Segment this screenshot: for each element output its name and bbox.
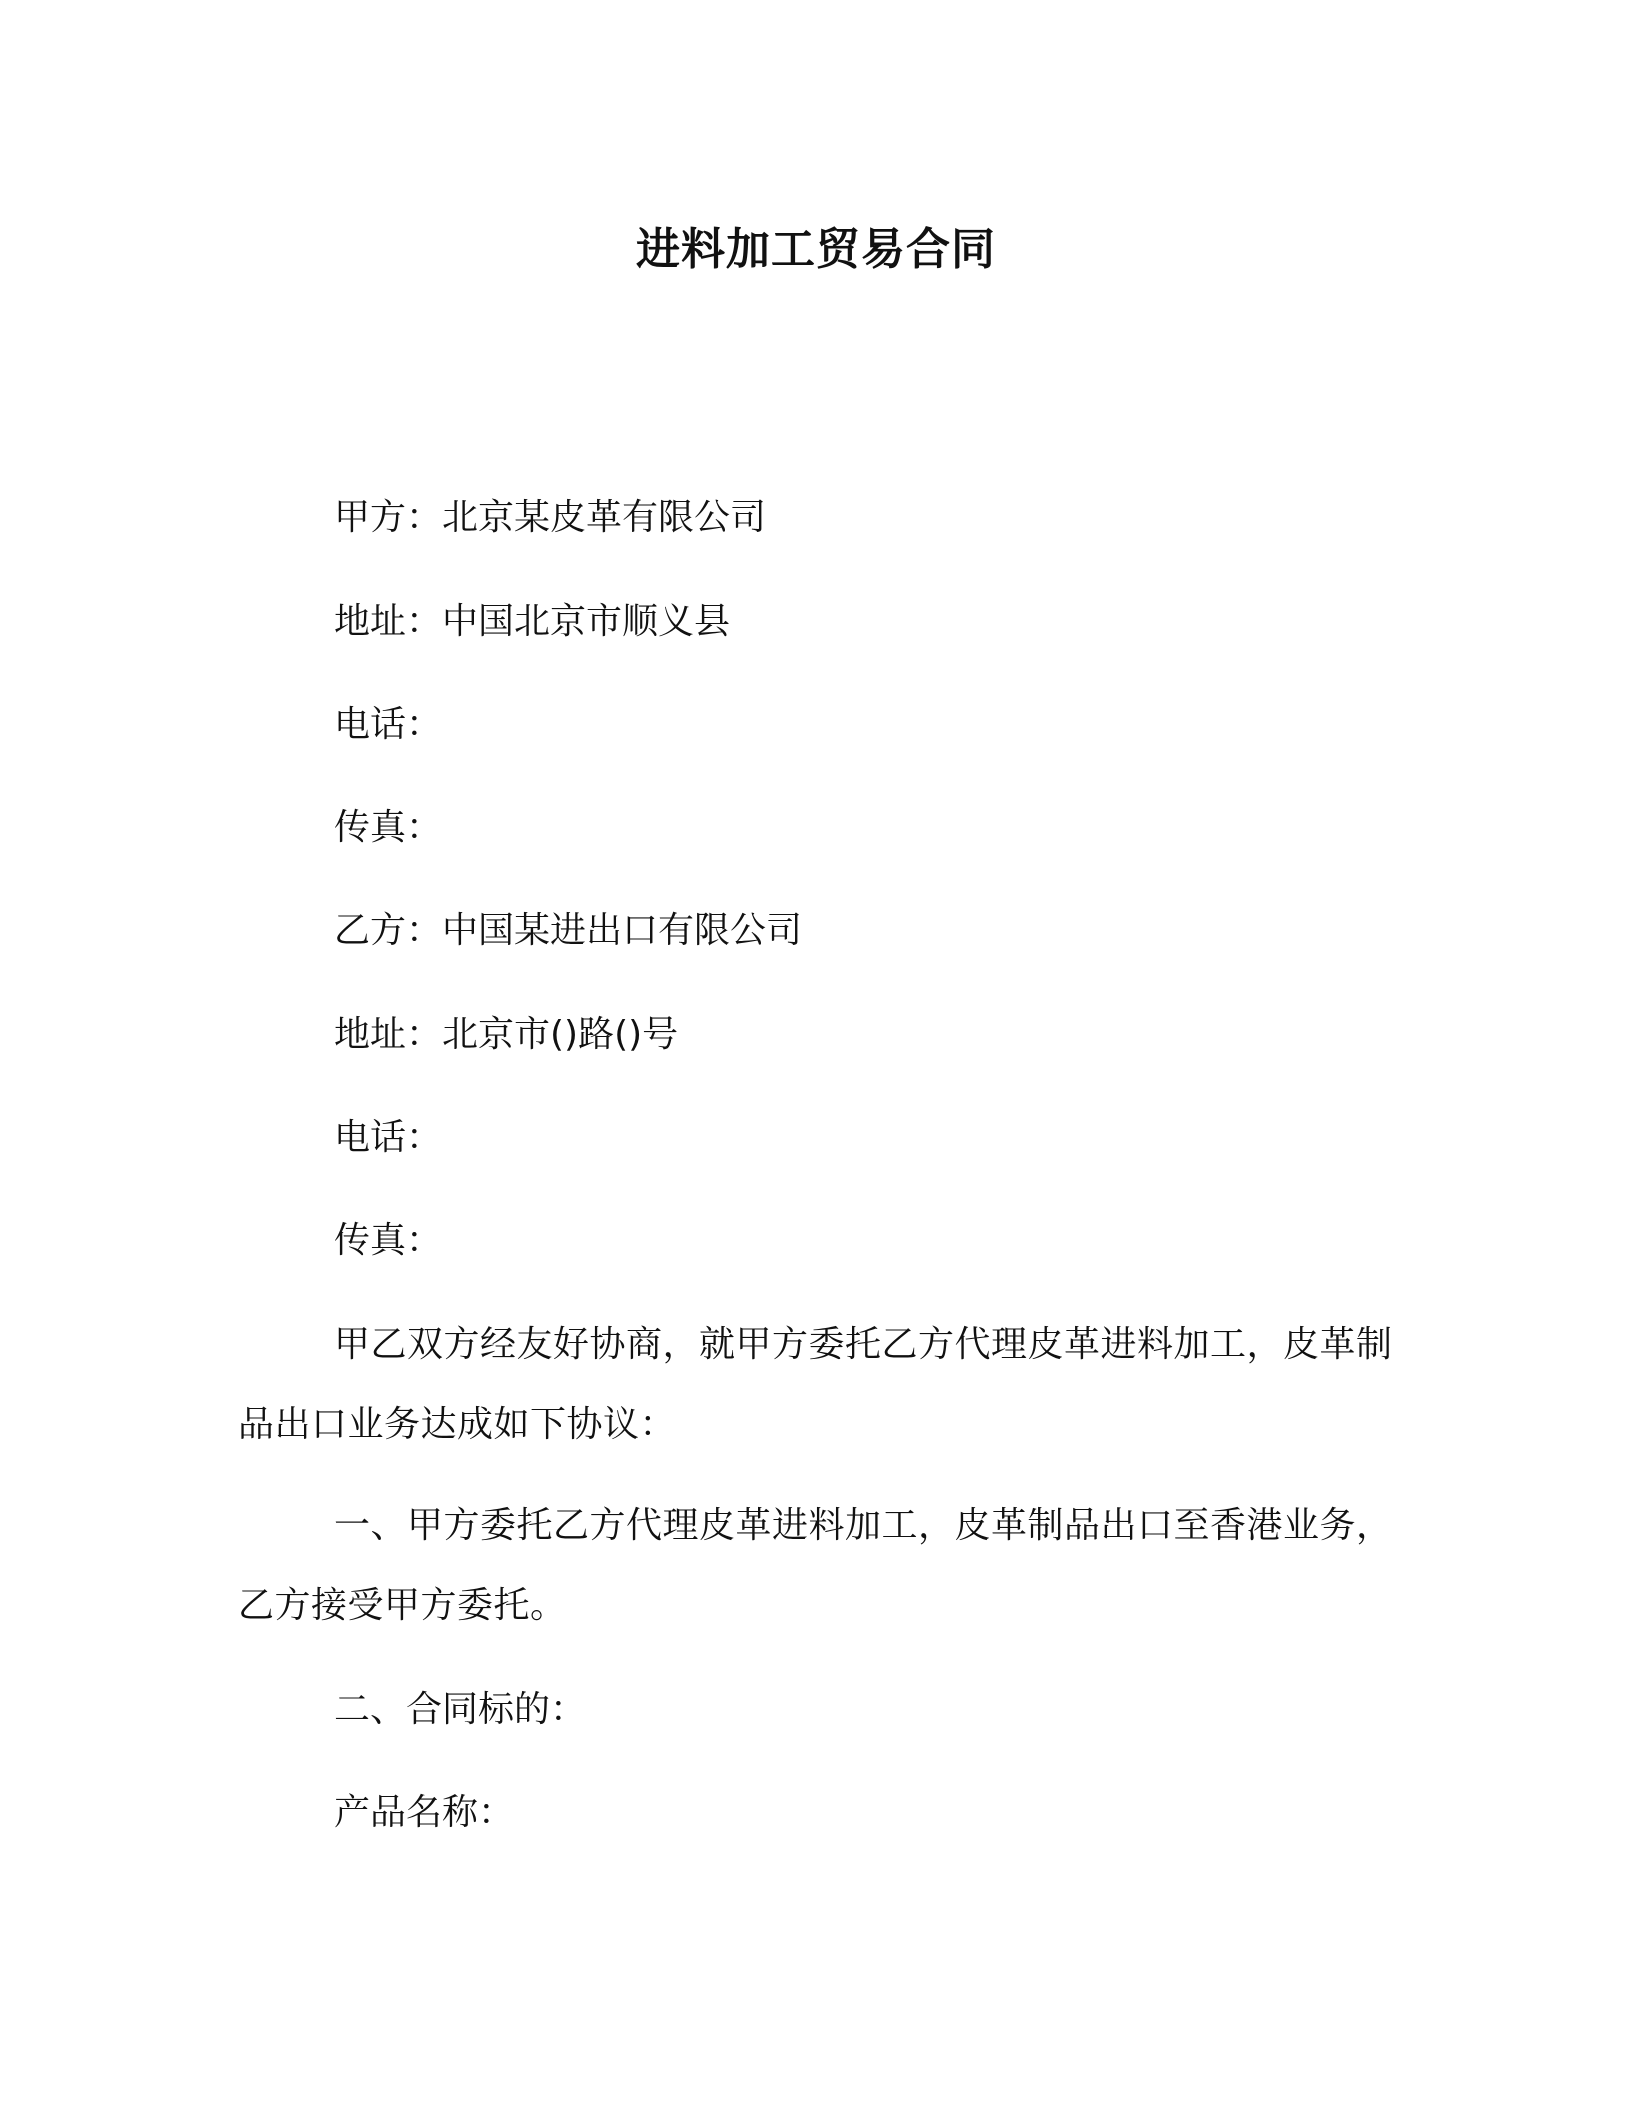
- document-title: 进料加工贸易合同: [636, 224, 996, 275]
- preamble-paragraph: 甲乙双方经友好协商，就甲方委托乙方代理皮革进料加工，皮革制品出口业务达成如下协议：: [238, 1324, 1393, 1445]
- clause-2-heading: 二、合同标的：: [334, 1689, 587, 1730]
- party-b-address: 地址：北京市()路()号: [334, 1014, 679, 1055]
- party-b-phone: 电话：: [334, 1117, 443, 1158]
- party-a-address: 地址：中国北京市顺义县: [334, 601, 731, 642]
- party-b-name: 乙方：中国某进出口有限公司: [334, 910, 803, 951]
- party-a-fax: 传真：: [334, 807, 443, 848]
- clause-1-paragraph: 一、甲方委托乙方代理皮革进料加工，皮革制品出口至香港业务，乙方接受甲方委托。: [238, 1505, 1393, 1626]
- party-b-fax: 传真：: [334, 1220, 443, 1261]
- party-a-name: 甲方：北京某皮革有限公司: [334, 497, 767, 538]
- party-a-phone: 电话：: [334, 704, 443, 745]
- product-name-label: 产品名称：: [334, 1792, 515, 1833]
